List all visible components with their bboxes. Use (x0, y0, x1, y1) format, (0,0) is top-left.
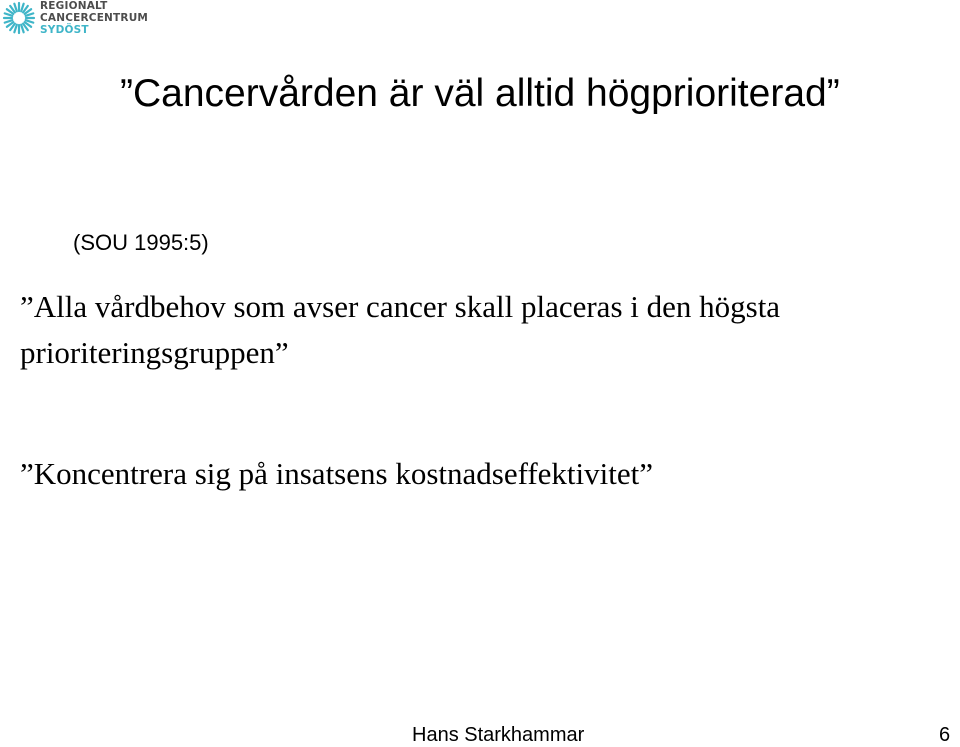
logo-ray (21, 25, 23, 33)
logo-line-3: SYDÖST (40, 24, 89, 36)
quote-2-text: Koncentrera sig på insatsens kostnadseffektivitet (33, 456, 640, 491)
open-quote-mark: ” (20, 289, 34, 324)
quote-1-text: Alla vårdbehov som avser cancer skall placeras i den högsta prioriteringsgruppen (20, 289, 781, 370)
open-quote-mark: ” (20, 456, 34, 491)
logo-ray (5, 13, 13, 15)
close-quote-mark: ” (274, 335, 289, 370)
logo-line-2: CANCERCENTRUM (40, 12, 149, 24)
footer-author: Hans Starkhammar (412, 724, 585, 746)
logo-ray (26, 13, 34, 15)
slide-title-text: Cancervården är väl alltid högprioriterad (133, 72, 827, 115)
close-quote-mark: ” (639, 456, 654, 491)
slide-title (120, 70, 840, 118)
logo (0, 0, 149, 40)
logo-ray (26, 20, 34, 22)
quote-2 (20, 451, 653, 497)
logo-ray (14, 25, 16, 33)
logo-text (40, 0, 148, 36)
source-citation: (SOU 1995:5) (73, 230, 209, 255)
logo-ray (5, 20, 13, 22)
logo-ray (21, 4, 23, 12)
quote-1 (20, 284, 920, 376)
page-number: 6 (939, 724, 951, 746)
logo-line-1: REGIONALT (40, 0, 108, 12)
logo-ray (14, 4, 16, 12)
open-quote-mark: ” (120, 72, 133, 115)
sunburst-icon (2, 0, 36, 36)
close-quote-mark: ” (826, 72, 840, 115)
